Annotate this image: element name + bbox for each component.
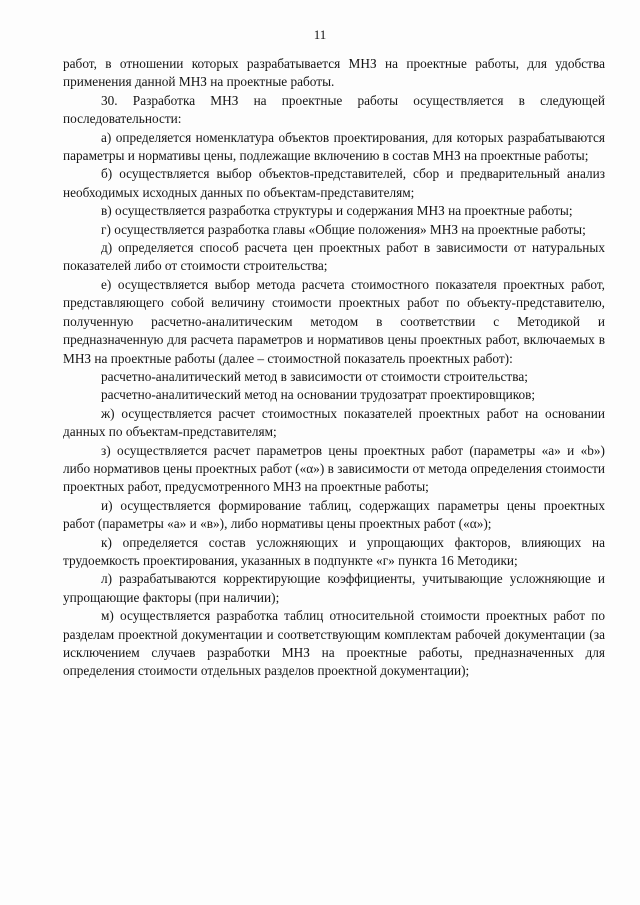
paragraph: расчетно-аналитический метод в зависимости от стоимости строительства; [101,368,528,384]
paragraph: в) осуществляется разработка структуры и содержания МНЗ на проектные работы; [101,203,573,219]
document-body [63,55,605,681]
paragraph: 30. Разработка МНЗ на проектные работы осуществляется в следующей последовательности: [63,92,605,127]
paragraph: е) осуществляется выбор метода расчета стоимостного показателя проектных работ, представляющего собой величину стоимости проектных работ по объекту-представителю, полученную расчетно-аналитическим методом в соответствии с Методикой и предназначенную для расчета параметров и нормативов цены проектных работ, включаемых в МНЗ на проектные работы (далее – стоимостной показатель проектных работ): [63,276,605,366]
page-number: 11 [313,27,327,42]
paragraph: и) осуществляется формирование таблиц, содержащих параметры цены проектных работ (параметры «а» и «в»), либо нормативы цены проектных работ («α»); [63,497,605,532]
paragraph: к) определяется состав усложняющих и упрощающих факторов, влияющих на трудоемкость проектирования, указанных в подпункте «г» пункта 16 Методики; [63,534,605,568]
paragraph: а) определяется номенклатура объектов проектирования, для которых разрабатываются параметры и нормативы цены, подлежащие включению в состав МНЗ на проектные работы; [63,129,605,164]
paragraph: б) осуществляется выбор объектов-представителей, сбор и предварительный анализ необходимых исходных данных по объектам-представителям; [63,166,605,200]
paragraph: работ, в отношении которых разрабатывается МНЗ на проектные работы, для удобства применения данной МНЗ на проектные работы. [63,56,605,90]
paragraph: расчетно-аналитический метод на основании трудозатрат проектировщиков; [101,387,536,403]
paragraph: д) определяется способ расчета цен проектных работ в зависимости от натуральных показателей либо от стоимости строительства; [63,240,605,274]
paragraph: л) разрабатываются корректирующие коэффициенты, учитывающие усложняющие и упрощающие факторы (при наличии); [63,571,605,605]
paragraph: з) осуществляется расчет параметров цены проектных работ (параметры «а» и «b») либо нормативов цены проектных работ («α») в зависимости от метода определения стоимости проектных работ, предусмотренного МНЗ на проектные работы; [63,442,605,495]
paragraph: г) осуществляется разработка главы «Общие положения» МНЗ на проектные работы; [101,221,586,237]
paragraph: ж) осуществляется расчет стоимостных показателей проектных работ на основании данных по объектам-представителям; [63,405,605,440]
paragraph: м) осуществляется разработка таблиц относительной стоимости проектных работ по разделам проектной документации и соответствующим комплектам рабочей документации (за исключением случаев разработки МНЗ на проектные работы, предназначенных для определения стоимости отдельных разделов проектной документации); [63,608,605,679]
